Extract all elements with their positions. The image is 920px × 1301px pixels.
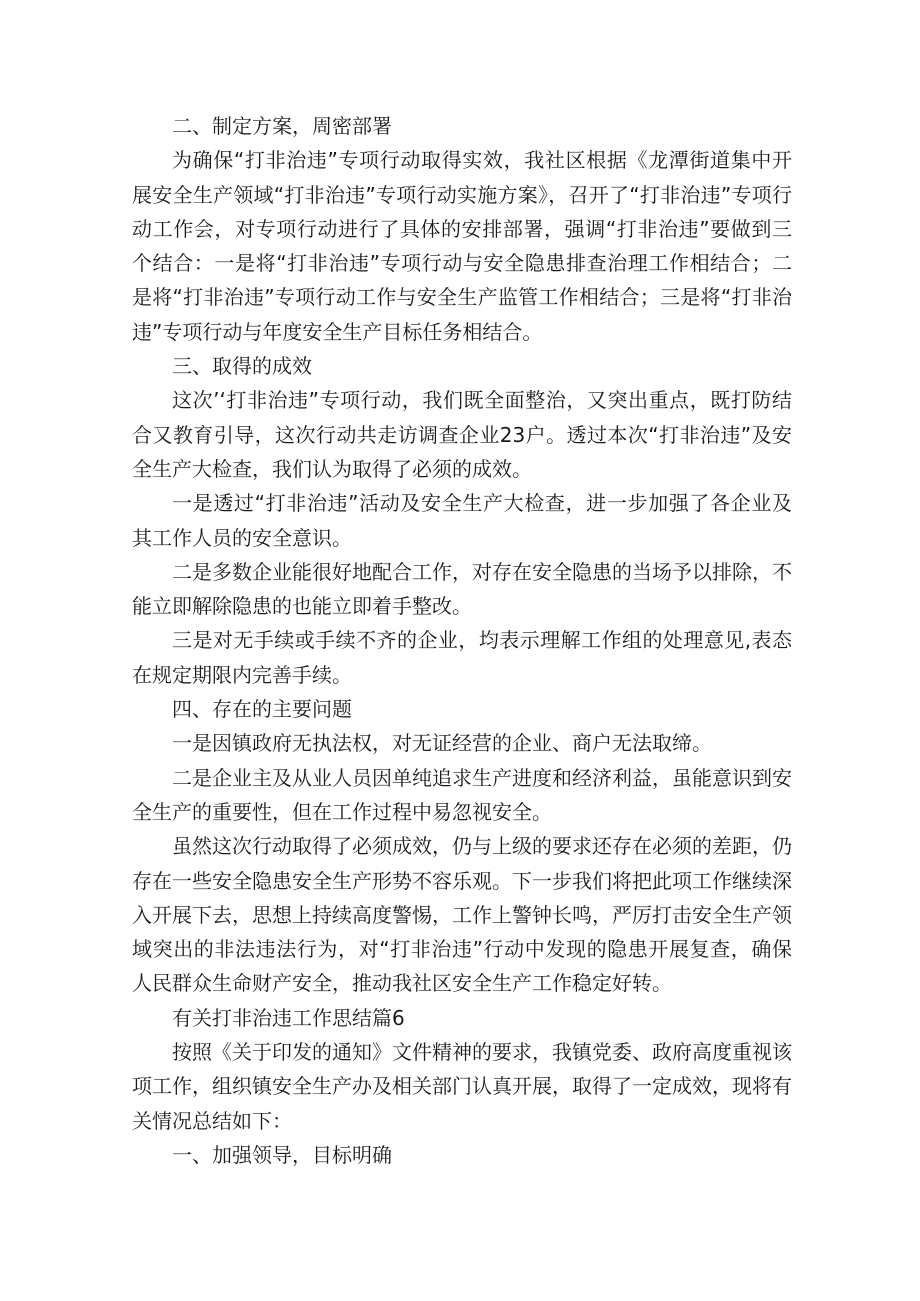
- body-paragraph: 虽然这次行动取得了必须成效，仍与上级的要求还存在必须的差距，仍存在一些安全隐患安全生产形势不容乐观。下一步我们将把此项工作继续深入开展下去，思想上持续高度警惕，工作上警钟长鸣，严厉打击安全生产领域突出的非法违法行为，对“打非治违”行动中发现的隐患开展复查，确保人民群众生命财产安全，推动我社区安全生产工作稳定好转。: [132, 834, 792, 996]
- section-heading: 四、存在的主要问题: [172, 697, 352, 722]
- section-heading: 一、加强领导，目标明确: [172, 1142, 392, 1167]
- body-paragraph: 二是多数企业能很好地配合工作，对存在安全隐患的当场予以排除，不能立即解除隐患的也能立即着手整改。: [132, 559, 792, 619]
- body-paragraph: 二是企业主及从业人员因单纯追求生产进度和经济利益，虽能意识到安全生产的重要性，但在工作过程中易忽视安全。: [132, 765, 792, 824]
- section-heading: 二、制定方案，周密部署: [172, 114, 392, 138]
- section-heading: 三、取得的成效: [172, 354, 312, 379]
- body-paragraph: 一是因镇政府无执法权，对无证经营的企业、商户无法取缔。: [172, 731, 712, 756]
- body-paragraph: 为确保“打非治违”专项行动取得实效，我社区根据《龙潭街道集中开展安全生产领域“打非治违”专项行动实施方案》，召开了“打非治违”专项行动工作会，对专项行动进行了具体的安排部署，强调“打非治违”要做到三个结合：一是将“打非治违”专项行动与安全隐患排查治理工作相结合；二是将“打非治违”专项行动工作与安全生产监管工作相结合；三是将“打非治违”专项行动与年度安全生产目标任务相结合。: [132, 148, 792, 344]
- document-body: [132, 109, 792, 1172]
- body-paragraph: 按照《关于印发的通知》文件精神的要求，我镇党委、政府高度重视该项工作，组织镇安全生产办及相关部门认真开展，取得了一定成效，现将有关情况总结如下：: [132, 1040, 792, 1133]
- body-paragraph: 一是透过“打非治违”活动及安全生产大检查，进一步加强了各企业及其工作人员的安全意识。: [132, 491, 792, 550]
- body-paragraph: 三是对无手续或手续不齐的企业，均表示理解工作组的处理意见,表态在规定期限内完善手续。: [132, 628, 792, 687]
- article-title: 有关打非治违工作思结篇6: [172, 1005, 405, 1030]
- body-paragraph: 这次’‘打非治违”专项行动，我们既全面整治，又突出重点，既打防结合又教育引导，这次行动共走访调查企业23户。透过本次“打非治违”及安全生产大检查，我们认为取得了必须的成效。: [132, 388, 792, 481]
